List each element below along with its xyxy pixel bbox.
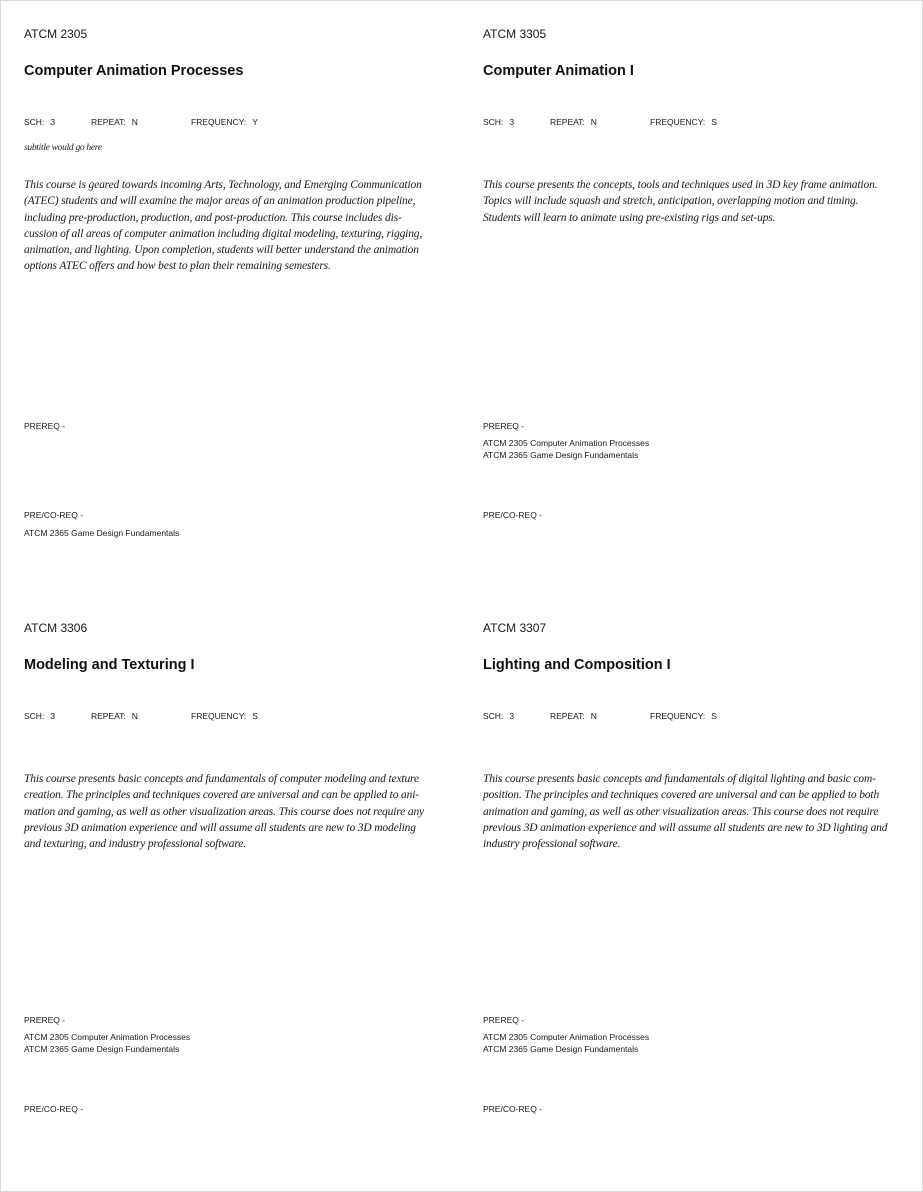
course-subtitle: subtitle would go here [24, 143, 102, 153]
coreq-list [24, 528, 179, 540]
course-code: ATCM 3306 [24, 621, 88, 635]
description-line: This course presents basic concepts and fundamentals of computer modeling and texture [24, 773, 419, 785]
description-line: Students will learn to animate using pre-existing rigs and set-ups. [483, 211, 776, 224]
description-line: animation, and lighting. Upon completion, students will better understand the animation [24, 244, 419, 257]
course-code: ATCM 3305 [483, 27, 547, 41]
description-line: and texturing, and industry professional software. [24, 838, 246, 851]
course-title: Computer Animation I [483, 63, 634, 79]
coreq-label: PRE/CO-REQ - [483, 1104, 543, 1114]
repeat-value: N [131, 117, 138, 127]
description-line: animation and gaming, as well as other visualization areas. This course does not require [483, 805, 879, 818]
description-line: industry professional software. [483, 838, 621, 851]
course-description [24, 771, 440, 852]
course-meta [24, 117, 444, 129]
course-code: ATCM 2305 [24, 27, 88, 41]
description-line: previous 3D animation experience and will assume all students are new to 3D lighting and [483, 821, 888, 834]
prereq-label: PREREQ - [24, 421, 66, 431]
course-description [483, 771, 899, 852]
description-line: (ATEC) students and will examine the major areas of an animation production pipeline, [24, 195, 416, 208]
sch-value: 3 [50, 117, 56, 127]
course-meta [24, 711, 444, 723]
frequency-value: S [252, 711, 258, 721]
frequency-label: FREQUENCY: [650, 711, 706, 721]
coreq-item: ATCM 2365 Game Design Fundamentals [24, 528, 180, 538]
prereq-label: PREREQ - [483, 421, 525, 431]
prereq-label: PREREQ - [483, 1015, 525, 1025]
course-meta [483, 117, 903, 129]
course-card [24, 1, 444, 591]
course-title: Computer Animation Processes [24, 63, 244, 79]
sch-field [483, 711, 514, 721]
course-meta [483, 711, 903, 723]
coreq-label: PRE/CO-REQ - [24, 510, 84, 520]
course-card [483, 1, 903, 591]
course-title: Lighting and Composition I [483, 657, 671, 673]
coreq-label: PRE/CO-REQ - [24, 1104, 84, 1114]
sch-field [24, 117, 55, 127]
repeat-label: REPEAT: [550, 711, 585, 721]
repeat-field [550, 117, 597, 127]
frequency-field [191, 117, 258, 127]
sch-field [24, 711, 55, 721]
prereq-item: ATCM 2365 Game Design Fundamentals [483, 1043, 639, 1054]
repeat-label: REPEAT: [91, 711, 126, 721]
description-line: Topics will include squash and stretch, anticipation, overlapping motion and timing. [483, 195, 859, 208]
course-card [24, 595, 444, 1185]
prereq-list [483, 1032, 649, 1055]
sch-value: 3 [509, 711, 515, 721]
description-line: cussion of all areas of computer animation including digital modeling, texturing, rigging, [24, 227, 423, 240]
sch-label: SCH: [483, 711, 504, 721]
frequency-field [191, 711, 258, 721]
sch-label: SCH: [483, 117, 504, 127]
prereq-list [24, 1032, 190, 1055]
course-description [24, 177, 440, 275]
prereq-item: ATCM 2305 Computer Animation Processes [483, 1032, 650, 1042]
frequency-value: S [711, 711, 717, 721]
sch-value: 3 [50, 711, 56, 721]
description-line: previous 3D animation experience and will assume all students are new to 3D modeling [24, 821, 416, 834]
sch-field [483, 117, 514, 127]
course-card [483, 595, 903, 1185]
repeat-value: N [590, 711, 597, 721]
description-line: mation and gaming, as well as other visualization areas. This course does not require any [24, 805, 424, 818]
description-line: including pre-production, production, and post-production. This course includes dis- [24, 211, 402, 224]
frequency-field [650, 117, 717, 127]
repeat-field [550, 711, 597, 721]
prereq-item: ATCM 2365 Game Design Fundamentals [483, 449, 639, 460]
course-code: ATCM 3307 [483, 621, 547, 635]
prereq-label: PREREQ - [24, 1015, 66, 1025]
prereq-list [483, 438, 649, 461]
repeat-field [91, 711, 138, 721]
prereq-item: ATCM 2305 Computer Animation Processes [24, 1032, 191, 1042]
sch-label: SCH: [24, 117, 45, 127]
repeat-label: REPEAT: [550, 117, 585, 127]
repeat-field [91, 117, 138, 127]
description-line: creation. The principles and techniques covered are universal and can be applied to ani- [24, 789, 419, 802]
frequency-value: Y [252, 117, 258, 127]
course-description [483, 177, 899, 226]
prereq-item: ATCM 2305 Computer Animation Processes [483, 438, 650, 448]
repeat-label: REPEAT: [91, 117, 126, 127]
repeat-value: N [131, 711, 138, 721]
description-line: position. The principles and techniques covered are universal and can be applied to both [483, 789, 880, 802]
description-line: This course is geared towards incoming Arts, Technology, and Emerging Communication [24, 179, 422, 191]
frequency-value: S [711, 117, 717, 127]
description-line: options ATEC offers and how best to plan their remaining semesters. [24, 260, 331, 273]
course-title: Modeling and Texturing I [24, 657, 195, 673]
repeat-value: N [590, 117, 597, 127]
prereq-item: ATCM 2365 Game Design Fundamentals [24, 1043, 180, 1054]
frequency-field [650, 711, 717, 721]
description-line: This course presents the concepts, tools and techniques used in 3D key frame animation. [483, 179, 878, 191]
frequency-label: FREQUENCY: [191, 711, 247, 721]
frequency-label: FREQUENCY: [191, 117, 247, 127]
sch-label: SCH: [24, 711, 45, 721]
description-line: This course presents basic concepts and fundamentals of digital lighting and basic com- [483, 773, 876, 785]
frequency-label: FREQUENCY: [650, 117, 706, 127]
sch-value: 3 [509, 117, 515, 127]
coreq-label: PRE/CO-REQ - [483, 510, 543, 520]
